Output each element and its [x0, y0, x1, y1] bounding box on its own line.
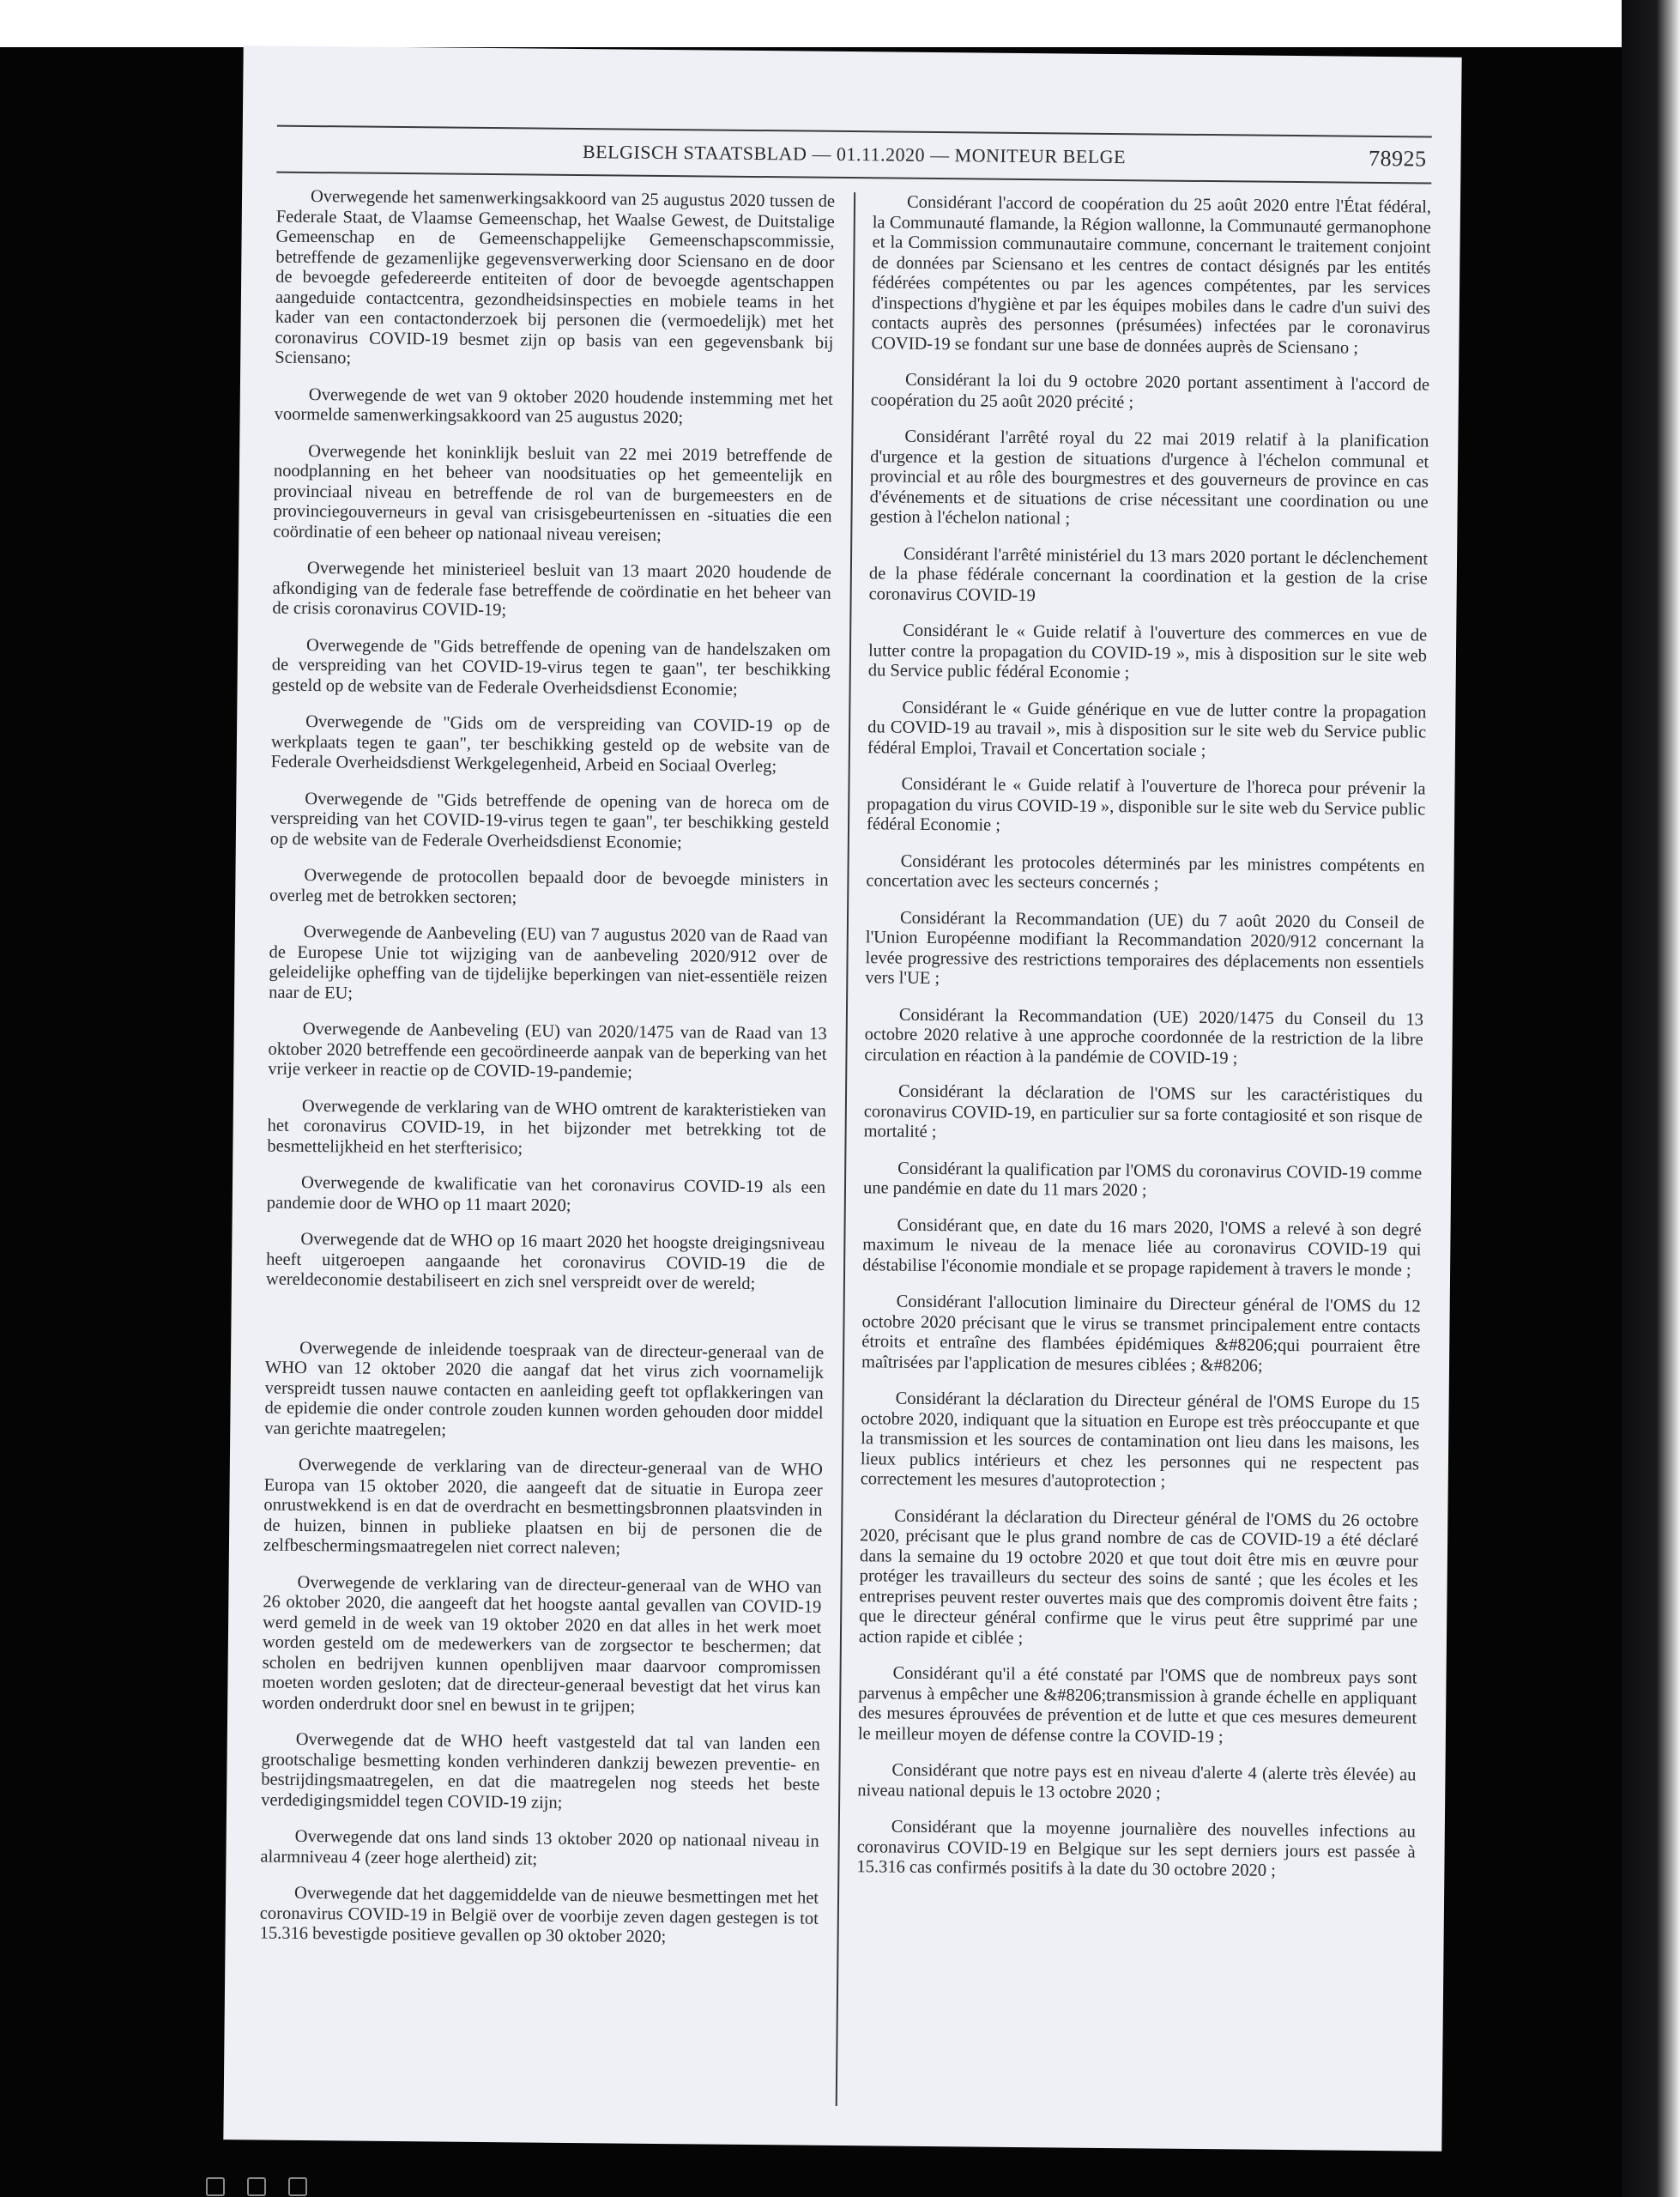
paragraph-nl: Overwegende de wet van 9 oktober 2020 houdende instemming met het voormelde samenwerkingsakkoord van 25 augustus 2020; [274, 384, 833, 428]
monitor-edge [1622, 0, 1680, 2197]
paragraph-fr: Considérant la déclaration de l'OMS sur les caractéristiques du coronavirus COVID-19, en particulier sur sa forte contagiosité et son risque de mortalité ; [863, 1081, 1423, 1142]
paragraph-nl: Overwegende de inleidende toespraak van de directeur-generaal van de WHO van 12 oktober 2020 die aangaf dat het virus zich voornamelijk verspreidt tussen nauwe contacten en aanleiding geeft tot opflakkeringen van de epidemie die onder controle zouden kunnen worden gehouden door middel van gerichte maatregelen; [264, 1338, 825, 1440]
dutch-column [258, 187, 854, 2115]
paragraph-fr: Considérant l'accord de coopération du 25 août 2020 entre l'État fédéral, la Communauté flamande, la Région wallonne, la Communauté germanophone et la Commission communautaire commune, concernant le traitement conjoint de données par Sciensano et les centres de contact désignés par les entités fédérées compétentes ou par les agences compétentes, par les services d'inspections d'hygiène et par les équipes mobiles dans le cadre d'un suivi des contacts auprès des personnes (présumées) infectées par le coronavirus COVID-19 se fondant sur une base de données auprès de Sciensano ; [871, 192, 1432, 358]
paragraph-nl: Overwegende de Aanbeveling (EU) van 7 augustus 2020 van de Raad van de Europese Unie tot wijziging van de aanbeveling 2020/912 over de geleidelijke opheffing van de tijdelijke beperkingen van niet-essentiële reizen naar de EU; [269, 922, 828, 1003]
paragraph-nl: Overwegende de verklaring van de directeur-generaal van de WHO van 26 oktober 2020, die aangeeft dat het hoogste aantal gevallen van COVID-19 werd gemeld in de week van 19 oktober 2020 en dat alles in het werk moet worden gesteld om de medewerkers van de zorgsector te beschermen; dat scholen en bedrijven kunnen openblijven maar daarvoor compromissen moeten worden gesloten; dat de directeur-generaal bevestigt dat het virus kan worden onderdrukt door snel en bewust in te grijpen; [262, 1572, 822, 1716]
paragraph-nl: Overwegende de "Gids om de verspreiding van COVID-19 op de werkplaats tegen te gaan", ter beschikking gesteld op de website van de Federale Overheidsdienst Werkgelegenheid, Arbeid en Sociaal Overleg; [270, 711, 831, 777]
paragraph-fr: Considérant le « Guide relatif à l'ouverture des commerces en vue de lutter contre la propagation du COVID-19 », mis à disposition sur le site web du Service public fédéral Economie ; [867, 620, 1428, 683]
paragraph-fr: Considérant le « Guide relatif à l'ouverture de l'horeca pour prévenir la propagation du virus COVID-19 », disponible sur le site web du Service public fédéral Economie ; [866, 774, 1426, 835]
paragraph-nl: Overwegende het samenwerkingsakkoord van 25 augustus 2020 tussen de Federale Staat, de Vlaamse Gemeenschap, het Waalse Gewest, de Duitstalige Gemeenschap en de Gemeenschappelijke Gemeenschapscommissie, betreffende de gezamenlijke gegevensverwerking door Sciensano en de door de bevoegde gefedereerde entiteiten of door de bevoegde agentschappen aangeduide contactcentra, gezondheidsinspecties en mobiele teams in het kader van een contactonderzoek bij personen die (vermoedelijk) met het coronavirus COVID-19 besmet zijn op basis van een gegevensbank bij Sciensano; [275, 187, 836, 368]
paragraph-fr: Considérant la déclaration du Directeur général de l'OMS du 26 octobre 2020, précisant que le plus grand nombre de cas de COVID-19 a été déclaré dans la semaine du 19 octobre 2020 et que tout doit être mis en œuvre pour protéger les travailleurs du secteur des soins de santé ; que les écoles et les entreprises peuvent rester ouvertes mais que des compromis doivent être faits ; que le directeur général confirme que le virus peut être supprimé par une action rapide et ciblée ; [858, 1506, 1419, 1648]
paragraph-nl: Overwegende dat het daggemiddelde van de nieuwe besmettingen met het coronavirus COVID-19 in België over de voorbije zeven dagen gestegen is tot 15.316 bevestigde positieve gevallen op 30 oktober 2020; [259, 1883, 819, 1947]
paragraph-fr: Considérant la Recommandation (UE) du 7 août 2020 du Conseil de l'Union Européenne modifiant la Recommandation 2020/912 concernant la levée progressive des restrictions temporaires des déplacements non essentiels vers l'UE ; [865, 908, 1425, 989]
page-number: 78925 [1368, 145, 1427, 172]
taskbar-fragment [206, 2176, 378, 2197]
paragraph-nl: Overwegende dat de WHO op 16 maart 2020 het hoogste dreigingsniveau heeft uitgeroepen aangaande het coronavirus COVID-19 die de wereldeconomie destabiliseert en zich snel verspreidt over de wereld; [265, 1229, 825, 1294]
paragraph-fr: Considérant l'allocution liminaire du Directeur général de l'OMS du 12 octobre 2020 précisant que le virus se transmet principalement entre contacts étroits et entraîne des flambées épidémiques &#8206;qui pourraient être maîtrisées par l'application de mesures ciblées ; &#8206; [861, 1292, 1421, 1376]
paragraph-fr: Considérant la qualification par l'OMS du coronavirus COVID-19 comme une pandémie en date du 11 mars 2020 ; [862, 1159, 1423, 1201]
search-icon[interactable] [247, 2177, 266, 2196]
paragraph-nl: Overwegende de verklaring van de directeur-generaal van de WHO Europa van 15 oktober 2020, die aangeeft dat de situatie in Europa zeer onrustwekkend is en dat de overdracht en besmettingsbronnen plaatsvinden in de huizen, binnen in publieke plaatsen en bij de personen die de zelfbeschermingsmaatregelen niet correct naleven; [263, 1455, 823, 1558]
paragraph-fr: Considérant la Recommandation (UE) 2020/1475 du Conseil du 13 octobre 2020 relative à une approche coordonnée de la restriction de la libre circulation en réaction à la pandémie de COVID-19 ; [864, 1005, 1424, 1068]
windows-start-icon[interactable] [206, 2177, 225, 2196]
task-view-icon[interactable] [288, 2177, 307, 2196]
two-column-body [258, 187, 1431, 2121]
page-header [276, 125, 1431, 185]
paragraph-fr: Considérant la déclaration du Directeur général de l'OMS Europe du 15 octobre 2020, indiquant que la situation en Europe est très préoccupante et que la transmission et les sources de contamination ont lieu dans les maisons, les lieux publics intérieurs et chez les personnes qui ne respectent pas correctement les mesures d'autoprotection ; [860, 1389, 1420, 1492]
paragraph-fr: Considérant le « Guide générique en vue de lutter contre la propagation du COVID-19 au travail », mis à disposition sur le site web du Service public fédéral Emploi, Travail et Concertation sociale ; [867, 698, 1427, 760]
header-title: BELGISCH STAATSBLAD — 01.11.2020 — MONITEUR BELGE [582, 141, 1127, 168]
french-column [836, 192, 1431, 2120]
paragraph-nl: Overwegende de "Gids betreffende de opening van de handelszaken om de verspreiding van het COVID-19-virus tegen te gaan", ter beschikking gesteld op de website van de Federale Overheidsdienst Economie; [271, 635, 831, 699]
document-page [223, 45, 1461, 2152]
paragraph-nl: Overwegende de protocollen bepaald door de bevoegde ministers in overleg met de betrokken sectoren; [269, 865, 829, 907]
paragraph-nl: Overwegende de Aanbeveling (EU) van 2020/1475 van de Raad van 13 oktober 2020 betreffende een gecoördineerde aanpak van de beperking van het vrije verkeer in reactie op de COVID-19-pandemie; [268, 1019, 827, 1082]
paragraph-fr: Considérant l'arrêté royal du 22 mai 2019 relatif à la planification d'urgence et la gestion de situations d'urgence à l'échelon communal et provincial et au rôle des bourgmestres et des gouverneurs de province en cas d'événements et de situations de crise nécessitant une coordination ou une gestion à l'échelon national ; [869, 427, 1429, 529]
paragraph-fr: Considérant les protocoles déterminés par les ministres compétents en concertation avec les secteurs concernés ; [866, 851, 1425, 893]
paragraph-nl: Overwegende dat ons land sinds 13 oktober 2020 op nationaal niveau in alarmniveau 4 (zeer hoge alertheid) zit; [260, 1826, 819, 1869]
paragraph-fr: Considérant l'arrêté ministériel du 13 mars 2020 portant le déclenchement de la phase fédérale concernant la coordination et la gestion de la crise coronavirus COVID-19 [868, 544, 1429, 605]
paragraph-nl: Overwegende de verklaring van de WHO omtrent de karakteristieken van het coronavirus COVID-19, in het bijzonder met betrekking tot de besmettelijkheid en het sterfterisico; [267, 1096, 826, 1158]
paragraph-fr: Considérant que notre pays est en niveau d'alerte 4 (alerte très élevée) au niveau national depuis le 13 octobre 2020 ; [857, 1760, 1417, 1803]
paragraph-fr: Considérant que la moyenne journalière des nouvelles infections au coronavirus COVID-19 en Belgique sur les sept derniers jours est passée à 15.316 cas confirmés positifs à la date du 30 octobre 2020 ; [856, 1817, 1416, 1880]
paragraph-nl: Overwegende het ministerieel besluit van 13 maart 2020 houdende de afkondiging van de federale fase betreffende de coördinatie en het beheer van de crisis coronavirus COVID-19; [272, 558, 831, 620]
paragraph-nl: Overwegende de "Gids betreffende de opening van de horeca om de verspreiding van het COVID-19-virus tegen te gaan", ter beschikking gesteld op de website van de Federale Overheidsdienst Economie; [269, 789, 830, 852]
paragraph-fr: Considérant la loi du 9 octobre 2020 portant assentiment à l'accord de coopération du 25 août 2020 précité ; [870, 370, 1430, 412]
paragraph-nl: Overwegende de kwalificatie van het coronavirus COVID-19 als een pandemie door de WHO op 11 maart 2020; [266, 1172, 826, 1215]
paragraph-nl: Overwegende het koninklijk besluit van 22 mei 2019 betreffende de noodplanning en het beheer van noodsituaties op het gemeentelijk en provinciaal niveau en betreffende de rol van de burgemeesters en de provinciegouverneurs in geval van crisisgebeurtenissen en -situaties die een coördinatie of een beheer op nationaal niveau vereisen; [273, 441, 833, 545]
paragraph-fr: Considérant que, en date du 16 mars 2020, l'OMS a relevé à son degré maximum le niveau de la menace liée au coronavirus COVID-19 qui déstabilise l'économie mondiale et se propage rapidement à travers le monde ; [862, 1215, 1422, 1280]
paragraph-nl: Overwegende dat de WHO heeft vastgesteld dat tal van landen een grootschalige besmetting konden verhinderen dankzij bewezen preventie- en bestrijdingsmaatregelen, en dat die maatregelen nog steeds het beste verdedigingsmiddel tegen COVID-19 zijn; [261, 1729, 820, 1813]
paragraph-fr: Considérant qu'il a été constaté par l'OMS que de nombreux pays sont parvenus à empêcher une &#8206;transmission à grande échelle en appliquant des mesures éprouvées de prévention et de lutte et que ces mesures demeurent le meilleur moyen de défense contre la COVID-19 ; [857, 1663, 1417, 1746]
